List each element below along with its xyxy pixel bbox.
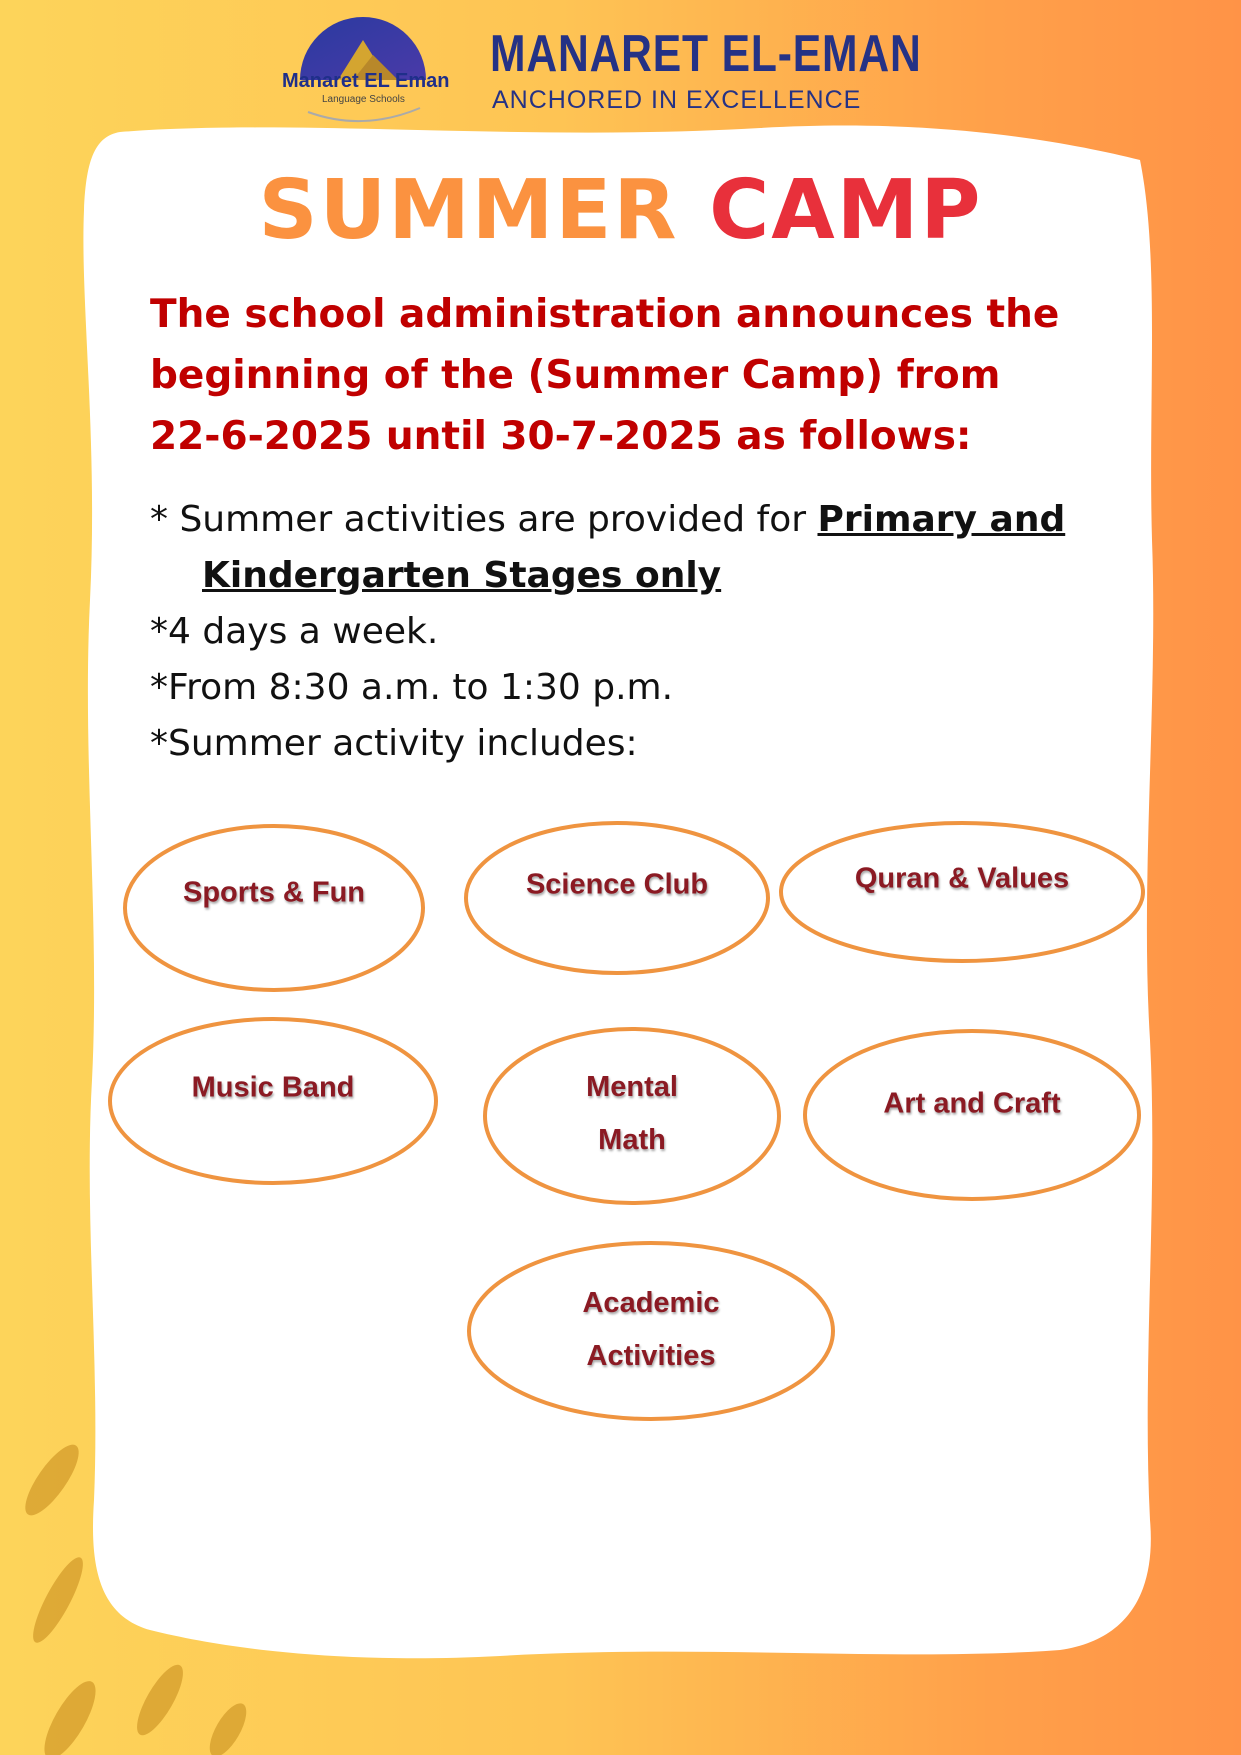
includes-line: *Summer activity includes: xyxy=(150,723,638,764)
activity-label: Art and Craft xyxy=(883,1087,1061,1120)
title-word-camp: CAMP xyxy=(709,163,983,258)
announcement-line: 22-6-2025 until 30-7-2025 as follows: xyxy=(150,414,972,459)
activity-label-line2: Math xyxy=(598,1124,666,1156)
activity-label-line2: Activities xyxy=(586,1340,716,1372)
activity-academic xyxy=(582,1277,719,1383)
activity-label: Quran & Values xyxy=(854,862,1070,895)
activity-science-club xyxy=(526,859,708,912)
title-word-summer: SUMMER xyxy=(258,163,679,258)
activity-label: Mental xyxy=(586,1071,678,1103)
time-line: *From 8:30 a.m. to 1:30 p.m. xyxy=(150,667,674,708)
activity-mental-math xyxy=(586,1061,678,1167)
activity-art-craft xyxy=(883,1078,1060,1131)
announcement-line: beginning of the (Summer Camp) from xyxy=(150,353,1001,398)
activity-music-band xyxy=(192,1062,355,1115)
logo-text: Manaret EL Eman xyxy=(282,70,450,92)
announcement-line: The school administration announces the xyxy=(150,292,1060,337)
stages-prefix: * Summer activities are provided for xyxy=(150,499,818,540)
activity-label: Music Band xyxy=(191,1071,355,1104)
activity-label: Academic xyxy=(582,1287,720,1319)
stages-bold: Primary and xyxy=(817,499,1066,540)
stages-bold-2: Kindergarten Stages only xyxy=(202,555,722,596)
brand-tagline: ANCHORED IN EXCELLENCE xyxy=(492,86,862,114)
activity-label: Science Club xyxy=(525,868,709,901)
activity-label: Sports & Fun xyxy=(182,876,366,909)
activity-sports-fun xyxy=(183,867,365,920)
logo-subtitle: Language Schools xyxy=(322,94,405,105)
days-line: *4 days a week. xyxy=(150,611,439,652)
brand-name: MANARET EL-EMAN xyxy=(490,25,922,83)
activity-quran-values xyxy=(855,853,1069,906)
